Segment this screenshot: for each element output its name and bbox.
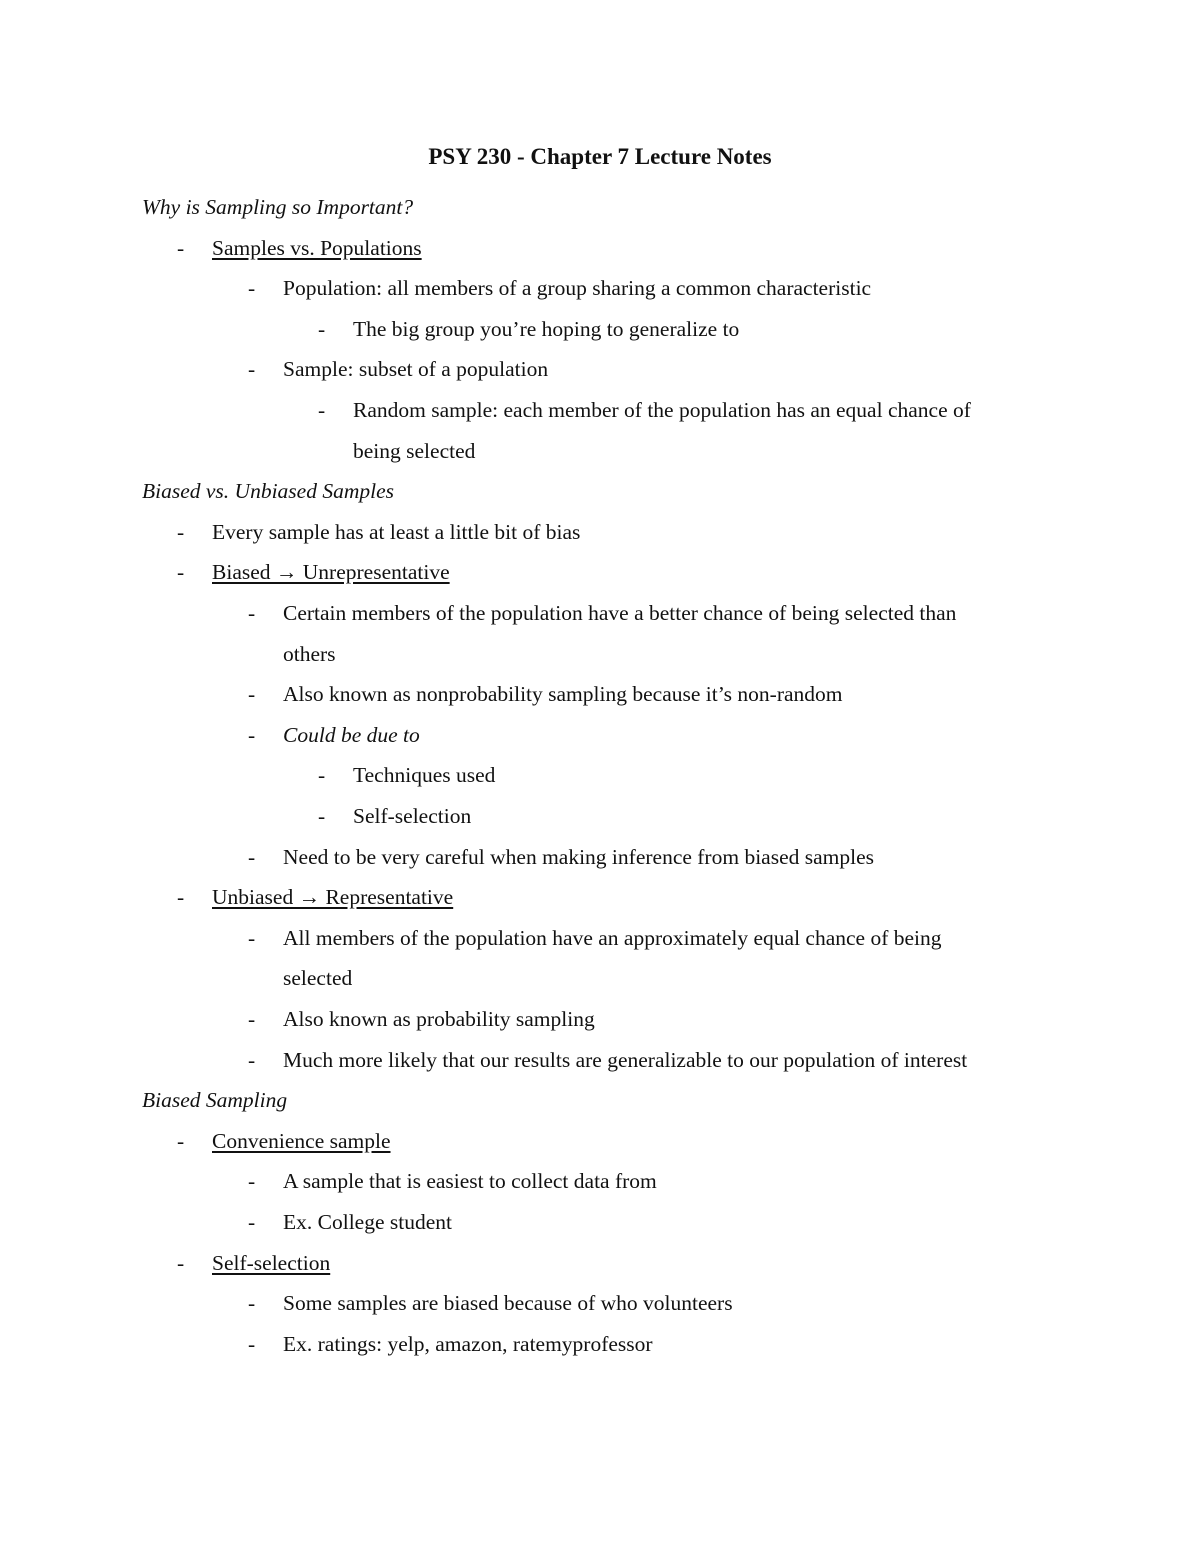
list-item-level-2: Also known as nonprobability sampling because it’s non-random — [283, 682, 843, 707]
list-item-level-2: Need to be very careful when making inference from biased samples — [283, 844, 875, 869]
bullet-dash: - — [177, 519, 185, 544]
bullet-dash: - — [248, 1169, 256, 1194]
list-item-level-2: Also known as probability sampling — [283, 1007, 595, 1031]
list-item-continuation: others — [283, 641, 336, 666]
list-item-level-2: Some samples are biased because of who volunteers — [283, 1291, 733, 1316]
section-heading: Biased vs. Unbiased Samples — [142, 479, 394, 504]
bullet-dash: - — [248, 357, 256, 382]
bullet-dash: - — [248, 1007, 256, 1031]
list-item-level-2: Ex. ratings: yelp, amazon, ratemyprofessor — [283, 1331, 653, 1356]
list-item-level-1: Biased → Unrepresentative — [212, 560, 450, 585]
bullet-dash: - — [248, 925, 256, 950]
bullet-dash: - — [318, 398, 326, 422]
list-item-level-2: Certain members of the population have a better chance of being selected than — [283, 601, 957, 625]
bullet-dash: - — [177, 885, 185, 910]
list-item-level-1: Samples vs. Populations — [212, 235, 422, 260]
bullet-dash: - — [248, 682, 256, 707]
section-heading: Why is Sampling so Important? — [142, 195, 414, 219]
bullet-dash: - — [248, 1291, 256, 1316]
bullet-dash: - — [177, 560, 185, 585]
list-item-level-2: All members of the population have an approximately equal chance of being — [283, 925, 942, 950]
list-item-level-1: Unbiased → Representative — [212, 885, 454, 910]
bullet-dash: - — [318, 763, 326, 788]
list-item-level-2: A sample that is easiest to collect data from — [283, 1169, 657, 1194]
list-item-level-2: Much more likely that our results are generalizable to our population of interest — [283, 1047, 968, 1072]
bullet-dash: - — [248, 1047, 256, 1072]
list-item-level-3: Self-selection — [353, 804, 472, 828]
list-item-level-1: Every sample has at least a little bit of bias — [212, 519, 581, 544]
page-title: PSY 230 - Chapter 7 Lecture Notes — [428, 144, 772, 169]
bullet-dash: - — [248, 722, 256, 747]
bullet-dash: - — [318, 316, 326, 341]
bullet-dash: - — [248, 1331, 256, 1356]
list-item-level-2: Ex. College student — [283, 1210, 452, 1234]
list-item-continuation: selected — [283, 966, 353, 991]
list-item-level-3: The big group you’re hoping to generalize to — [353, 316, 740, 341]
list-item-level-2: Population: all members of a group sharing a common characteristic — [283, 276, 872, 301]
bullet-dash: - — [177, 1250, 185, 1275]
list-item-level-1: Self-selection — [212, 1250, 331, 1275]
list-item-level-1: Convenience sample — [212, 1128, 391, 1153]
bullet-dash: - — [248, 276, 256, 301]
bullet-dash: - — [318, 804, 326, 828]
bullet-dash: - — [177, 1128, 185, 1153]
list-item-level-2: Sample: subset of a population — [283, 357, 549, 382]
bullet-dash: - — [248, 844, 256, 869]
bullet-dash: - — [248, 1210, 256, 1234]
list-item-continuation: being selected — [353, 438, 476, 463]
bullet-dash: - — [177, 235, 185, 260]
bullet-dash: - — [248, 601, 256, 625]
section-heading: Biased Sampling — [142, 1088, 288, 1113]
list-item-level-2: Could be due to — [283, 722, 420, 747]
list-item-level-3: Techniques used — [353, 763, 496, 788]
list-item-level-3: Random sample: each member of the population has an equal chance of — [353, 398, 971, 422]
